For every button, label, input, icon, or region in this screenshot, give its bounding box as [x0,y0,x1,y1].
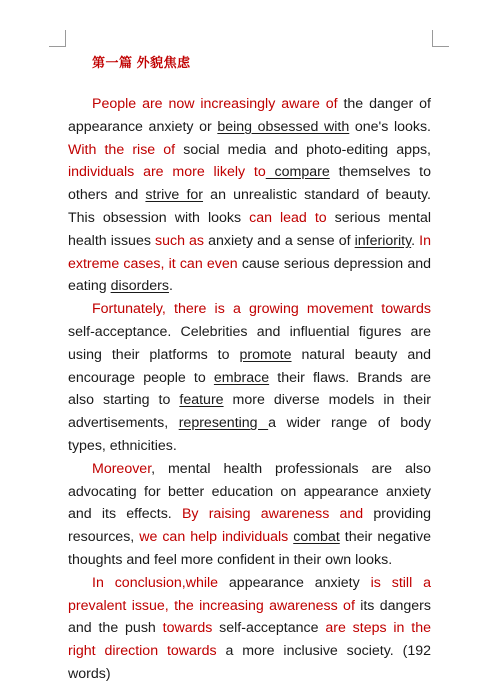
text-segment-8: a more inclusive society. [216,643,403,660]
text-segment-12: can lead to [249,209,327,226]
text-segment-2: self-acceptance. Celebrities and influential figures are using their platforms to [68,323,431,363]
text-segment-18: In extreme cases, it can even [68,232,431,272]
paragraph-2 [68,298,431,458]
crop-mark-top-right [432,30,449,47]
text-segment-4: providing resources, [68,506,431,546]
text-segment-8: compare [265,164,330,181]
text-segment-10: strive for [145,187,204,204]
text-segment-10: a wider range of body types, ethnicities. [68,415,431,454]
text-segment-2: appearance anxiety [218,574,371,591]
text-segment-4: one's looks. [349,118,432,135]
text-segment-1: Fortunately, there is a growing movement towards [92,301,431,318]
text-segment-4: its dangers and the push [68,597,431,637]
text-segment-7: individuals are more likely to [68,164,266,181]
text-segment-5: we can help individuals [139,529,289,546]
text-segment-9: themselves to others and [68,164,431,204]
text-segment-21: . [168,278,173,295]
text-segment-7: combat [293,529,340,546]
text-segment-7: feature [179,392,224,409]
text-segment-5: towards [162,620,213,637]
text-segment-6: self-acceptance [212,620,326,637]
word-count: (192 words) [68,643,431,682]
text-segment-1: Moreover [92,460,152,477]
text-segment-14: such as [155,232,205,249]
crop-mark-top-left [49,30,66,47]
text-segment-5: With the rise of [68,141,176,158]
text-segment-2: , mental health professionals are also advocating for better education on appearance anxiety and its effects. [68,460,431,523]
text-segment-3: promote [239,346,292,363]
text-segment-4: natural beauty and encourage people to [68,346,431,386]
text-segment-16: inferiority [354,232,412,249]
text-segment-13: serious mental health issues [68,209,431,249]
text-segment-6: social media and photo-editing apps, [175,141,431,158]
text-segment-8: more diverse models in their advertisements, [68,392,431,432]
paragraph-4 [68,572,431,686]
text-segment-11: an unrealistic standard of beauty. This obsession with looks [68,187,431,226]
text-segment-3: being obsessed with [217,118,350,135]
text-segment-15: anxiety and a sense of [204,232,355,249]
text-segment-3: By raising awareness and [181,506,364,523]
document-heading: 第一篇 外貌焦虑 [92,55,191,70]
text-segment-7: are steps in the right direction towards [68,620,431,660]
document-body [68,93,431,686]
text-segment-19: cause serious depression and eating [68,255,431,295]
paragraph-3 [68,458,431,572]
text-segment-5: embrace [213,369,270,386]
text-segment-8: their negative thoughts and feel more confident in their own looks. [68,529,431,568]
text-segment-9: representing [178,415,269,432]
text-segment-1: People are now increasingly aware of [92,96,338,112]
text-segment-2: the danger of appearance anxiety or [68,96,431,135]
text-segment-1: In conclusion,while [92,574,219,591]
text-segment-20: disorders [110,278,169,295]
text-segment-6: their flaws. Brands are also starting to [68,369,431,409]
text-segment-17: . [411,232,420,249]
paragraph-1 [68,93,431,298]
text-segment-3: is still a prevalent issue, the increasing awareness of [68,574,431,614]
